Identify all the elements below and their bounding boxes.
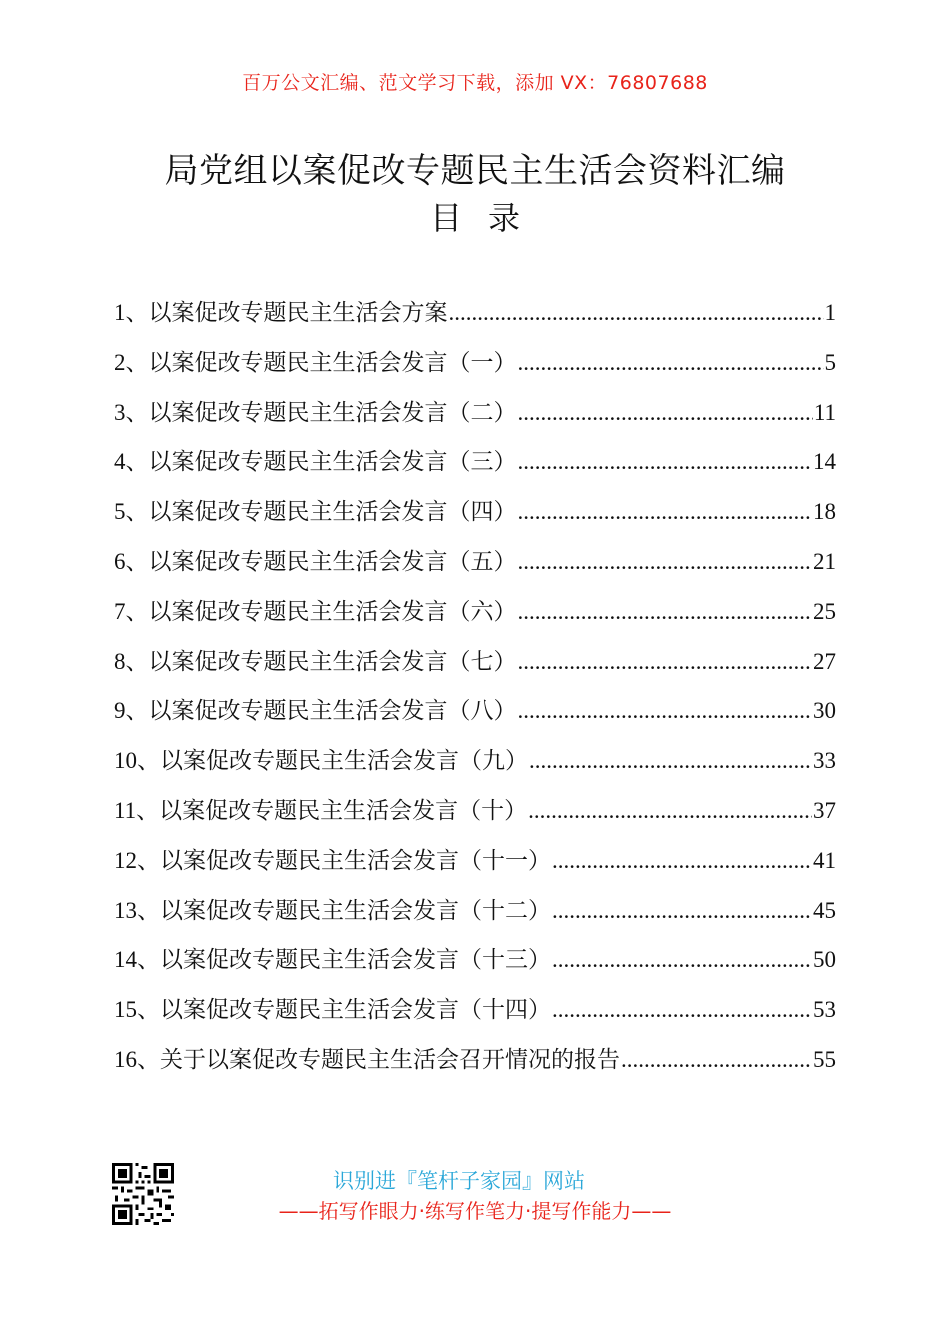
toc-entry-leader-dots xyxy=(518,400,813,426)
toc-entry-separator: 、 xyxy=(137,1046,160,1073)
toc-entry-separator: 、 xyxy=(125,349,149,376)
toc-entry-page-number: 21 xyxy=(813,548,836,574)
toc-entry-page-number: 5 xyxy=(824,349,836,375)
toc-entry-leader-dots xyxy=(518,499,813,525)
toc-entry[interactable] xyxy=(114,742,836,792)
toc-entry-page-number: 41 xyxy=(813,847,836,873)
toc-entry-leader-dots xyxy=(529,748,812,774)
toc-entry[interactable] xyxy=(114,792,836,842)
toc-entry-separator: 、 xyxy=(137,947,160,974)
toc-entry-separator: 、 xyxy=(137,847,160,874)
toc-entry-page-number: 18 xyxy=(813,499,836,525)
toc-entry-number: 2 xyxy=(114,349,126,375)
toc-entry-number: 5 xyxy=(114,499,126,525)
toc-entry-label: 以案促改专题民主生活会发言（三） xyxy=(148,449,517,476)
toc-entry-leader-dots xyxy=(621,1047,812,1073)
toc-entry[interactable] xyxy=(114,394,836,444)
toc-entry-label: 以案促改专题民主生活会发言（六） xyxy=(148,598,517,625)
toc-entry[interactable] xyxy=(114,493,836,543)
toc-entry-leader-dots xyxy=(552,848,812,874)
toc-entry-number: 15 xyxy=(114,997,137,1023)
toc-entry-leader-dots xyxy=(518,350,824,376)
toc-entry-leader-dots xyxy=(518,698,813,724)
toc-entry-label: 以案促改专题民主生活会发言（十一） xyxy=(160,847,551,874)
toc-entry-label: 以案促改专题民主生活会发言（八） xyxy=(148,698,517,725)
toc-entry-page-number: 55 xyxy=(813,1046,836,1072)
toc-entry[interactable] xyxy=(114,692,836,742)
toc-entry-separator: 、 xyxy=(125,499,149,526)
toc-entry-number: 8 xyxy=(114,648,126,674)
toc-entry-number: 4 xyxy=(114,449,126,475)
toc-entry-page-number: 33 xyxy=(813,748,836,774)
toc-entry-number: 12 xyxy=(114,847,137,873)
footer-website-text: 识别进『笔杆子家园』网站 xyxy=(333,1169,585,1193)
toc-entry-page-number: 27 xyxy=(813,648,836,674)
toc-entry-leader-dots xyxy=(528,798,812,824)
toc-entry-number: 7 xyxy=(114,598,126,624)
toc-entry-separator: 、 xyxy=(125,598,149,625)
toc-entry-label: 以案促改专题民主生活会发言（十） xyxy=(159,797,528,824)
toc-entry[interactable] xyxy=(114,543,836,593)
toc-entry[interactable] xyxy=(114,443,836,493)
toc-entry-number: 11 xyxy=(114,797,137,823)
toc-entry-label: 以案促改专题民主生活会发言（五） xyxy=(148,548,517,575)
toc-entry-number: 1 xyxy=(114,300,126,325)
toc-entry-separator: 、 xyxy=(137,897,160,924)
toc-entry[interactable] xyxy=(114,344,836,394)
toc-entry-label: 以案促改专题民主生活会发言（四） xyxy=(148,499,517,526)
toc-entry-separator: 、 xyxy=(125,449,149,476)
toc-entry-separator: 、 xyxy=(137,997,160,1024)
toc-entry-separator: 、 xyxy=(125,548,149,575)
toc-entry-page-number: 37 xyxy=(813,797,836,823)
toc-entry[interactable] xyxy=(114,593,836,643)
toc-entry-separator: 、 xyxy=(125,300,149,326)
toc-entry-number: 16 xyxy=(114,1046,137,1072)
toc-entry[interactable] xyxy=(114,842,836,892)
toc-entry[interactable] xyxy=(114,294,836,344)
toc-entry-page-number: 30 xyxy=(813,698,836,724)
toc-entry-label: 以案促改专题民主生活会发言（十二） xyxy=(160,897,551,924)
toc-entry-label: 以案促改专题民主生活会发言（十三） xyxy=(160,947,551,974)
toc-entry-label: 关于以案促改专题民主生活会召开情况的报告 xyxy=(160,1046,620,1073)
toc-entry[interactable] xyxy=(114,643,836,693)
table-of-contents xyxy=(114,294,836,1091)
toc-entry[interactable] xyxy=(114,991,836,1041)
toc-entry-leader-dots xyxy=(518,449,813,475)
toc-entry[interactable] xyxy=(114,941,836,991)
toc-entry-number: 10 xyxy=(114,748,137,774)
toc-entry-page-number: 25 xyxy=(813,598,836,624)
toc-entry-label: 以案促改专题民主生活会发言（十四） xyxy=(160,997,551,1024)
toc-entry-page-number: 14 xyxy=(813,449,836,475)
toc-entry-page-number: 53 xyxy=(813,997,836,1023)
toc-entry-number: 13 xyxy=(114,897,137,923)
toc-entry-leader-dots xyxy=(518,599,813,625)
toc-entry-separator: 、 xyxy=(137,748,160,775)
toc-entry-leader-dots xyxy=(552,947,812,973)
document-title: 局党组以案促改专题民主生活会资料汇编 xyxy=(164,151,786,191)
toc-entry-page-number: 11 xyxy=(813,399,836,425)
toc-entry-label: 以案促改专题民主生活会发言（九） xyxy=(160,748,528,775)
header-ad-text: 百万公文汇编、范文学习下载，添加 VX：76807688 xyxy=(242,72,708,94)
toc-entry-page-number: 45 xyxy=(813,897,836,923)
toc-entry-label: 以案促改专题民主生活会发言（一） xyxy=(148,349,517,376)
toc-entry[interactable] xyxy=(114,1041,836,1091)
toc-entry-page-number: 1 xyxy=(824,300,836,325)
toc-entry[interactable] xyxy=(114,892,836,942)
toc-heading: 目录 xyxy=(429,199,546,237)
toc-entry-separator: 、 xyxy=(136,797,160,824)
toc-entry-label: 以案促改专题民主生活会发言（七） xyxy=(148,648,517,675)
toc-entry-number: 3 xyxy=(114,399,126,425)
toc-entry-separator: 、 xyxy=(125,648,149,675)
toc-entry-number: 6 xyxy=(114,548,126,574)
toc-entry-separator: 、 xyxy=(125,698,149,725)
toc-entry-leader-dots xyxy=(518,649,813,675)
footer-slogan-text: ——拓写作眼力·练写作笔力·提写作能力—— xyxy=(278,1199,672,1223)
toc-entry-separator: 、 xyxy=(125,399,149,426)
toc-entry-label: 以案促改专题民主生活会发言（二） xyxy=(148,399,517,426)
toc-entry-leader-dots xyxy=(552,898,812,924)
toc-entry-label: 以案促改专题民主生活会方案 xyxy=(148,300,448,326)
toc-entry-number: 9 xyxy=(114,698,126,724)
toc-entry-leader-dots xyxy=(449,300,824,326)
toc-entry-leader-dots xyxy=(518,549,813,575)
toc-entry-page-number: 50 xyxy=(813,947,836,973)
toc-entry-number: 14 xyxy=(114,947,137,973)
toc-entry-leader-dots xyxy=(552,997,812,1023)
